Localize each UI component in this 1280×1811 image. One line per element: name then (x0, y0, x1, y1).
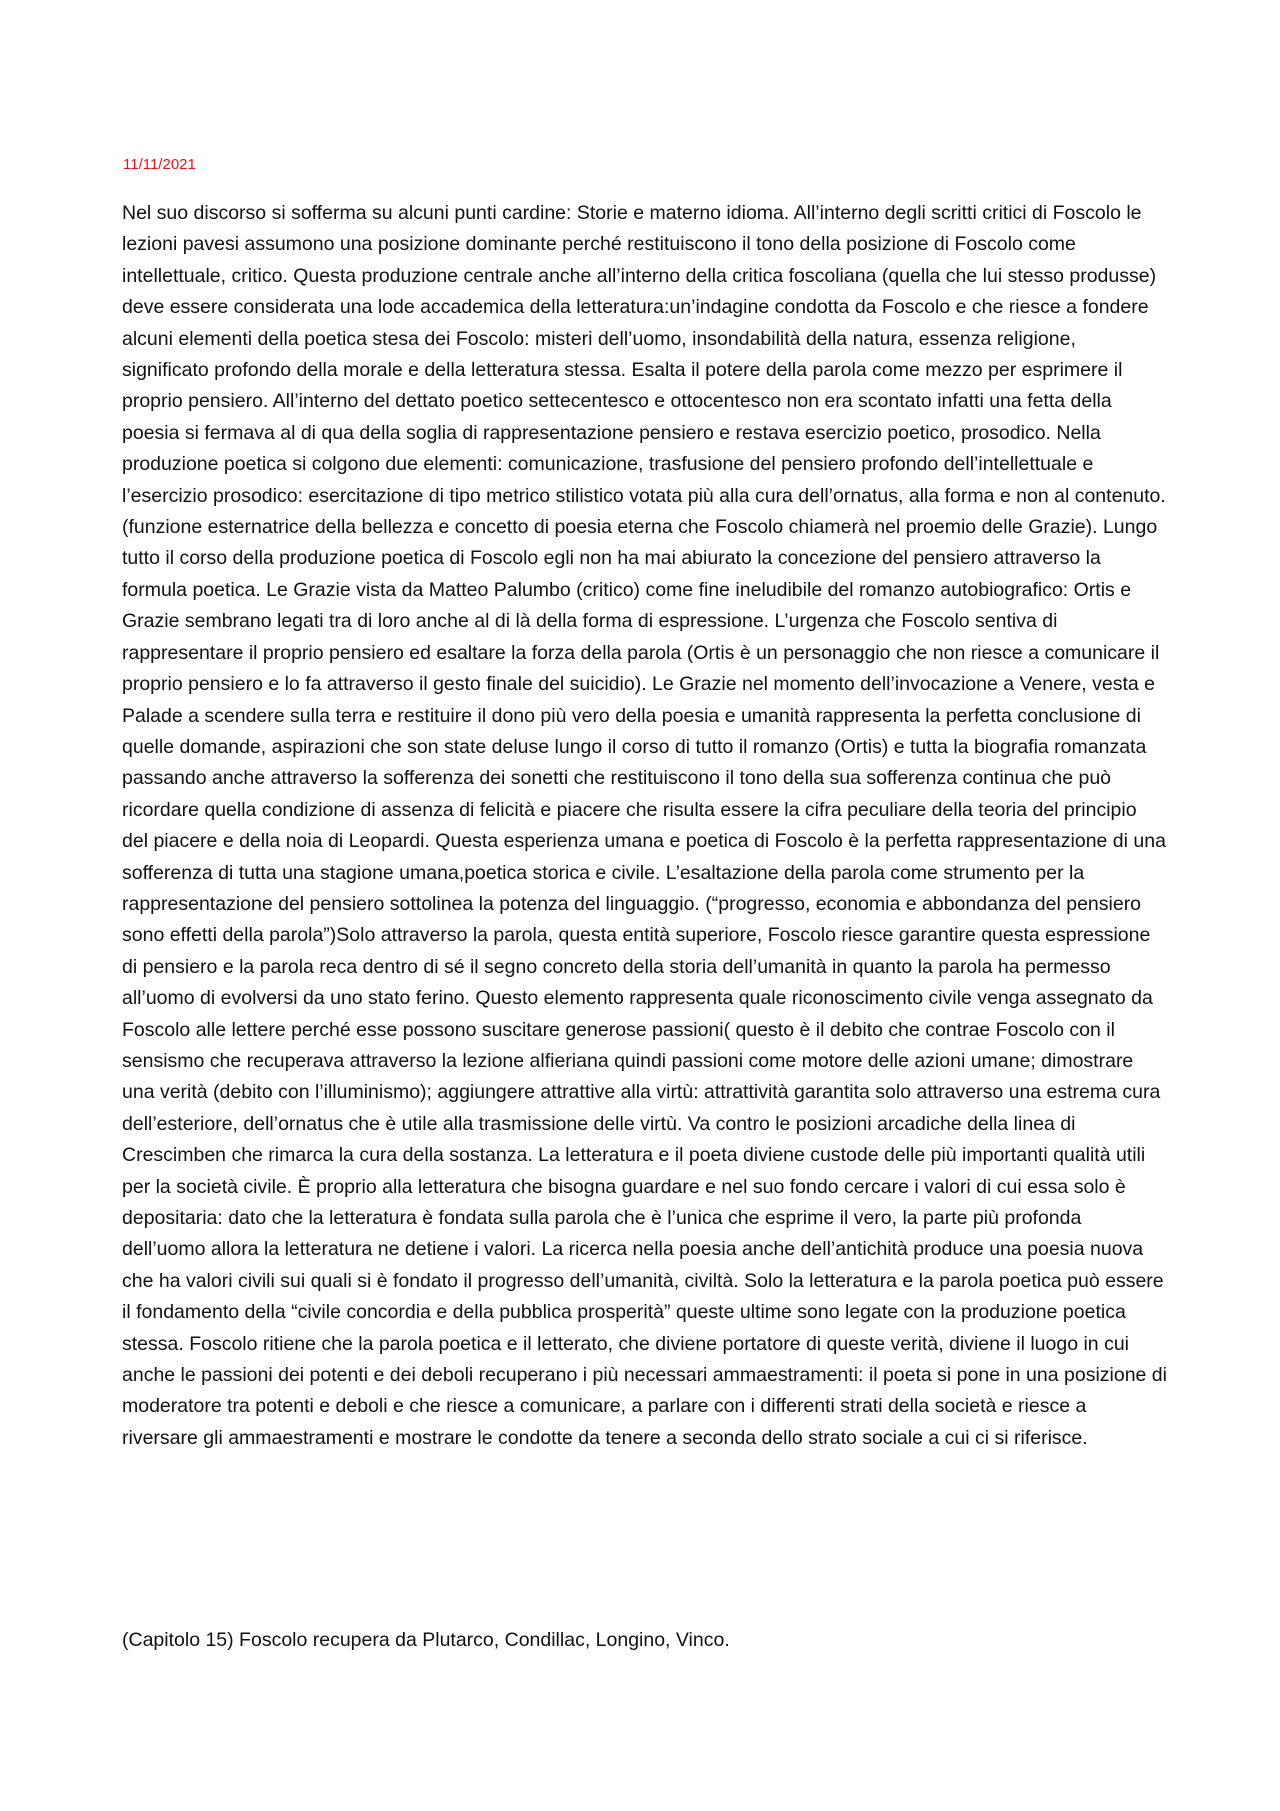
main-paragraph: Nel suo discorso si sofferma su alcuni punti cardine: Storie e materno idioma. All’interno degli scritti critici di Foscolo le lezioni pavesi assumono una posizione dominante perché restituiscono il tono della posizione di Foscolo come intellettuale, critico. Questa produzione centrale anche all’interno della critica foscoliana (quella che lui stesso produsse) deve essere considerata una lode accademica della letteratura:un’indagine condotta da Foscolo e che riesce a fondere alcuni elementi della poetica stesa dei Foscolo: misteri dell’uomo, insondabilità della natura, essenza religione, significato profondo della morale e della letteratura stessa. Esalta il potere della parola come mezzo per esprimere il proprio pensiero. All’interno del dettato poetico settecentesco e ottocentesco non era scontato infatti una fetta della poesia si fermava al di qua della soglia di rappresentazione pensiero e restava esercizio poetico, prosodico. Nella produzione poetica si colgono due elementi: comunicazione, trasfusione del pensiero profondo dell’intellettuale e l’esercizio prosodico: esercitazione di tipo metrico stilistico votata più alla cura dell’ornatus, alla forma e non al contenuto. (funzione esternatrice della bellezza e concetto di poesia eterna che Foscolo chiamerà nel proemio delle Grazie). Lungo tutto il corso della produzione poetica di Foscolo egli non ha mai abiurato la concezione del pensiero attraverso la formula poetica. Le Grazie vista da Matteo Palumbo (critico) come fine ineludibile del romanzo autobiografico: Ortis e Grazie sembrano legati tra di loro anche al di là della forma di espressione. L’urgenza che Foscolo sentiva di rappresentare il proprio pensiero ed esaltare la forza della parola (Ortis è un personaggio che non riesce a comunicare il proprio pensiero e lo fa attraverso il gesto finale del suicidio). Le Grazie nel momento dell’invocazione a Venere, vesta e Palade a scendere sulla terra e restituire il dono più vero della poesia e umanità rappresenta la perfetta conclusione di quelle domande, aspirazioni che son state deluse lungo il corso di tutto il romanzo (Ortis) e tutta la biografia romanzata passando anche attraverso la sofferenza dei sonetti che restituiscono il tono della sua sofferenza continua che può ricordare quella condizione di assenza di felicità e piacere che risulta essere la cifra peculiare della teoria del principio del piacere e della noia di Leopardi. Questa esperienza umana e poetica di Foscolo è la perfetta rappresentazione di una sofferenza di tutta una stagione umana,poetica storica e civile. L’esaltazione della parola come strumento per la rappresentazione del pensiero sottolinea la potenza del linguaggio. (“progresso, economia e abbondanza del pensiero sono effetti della parola”)Solo attraverso la parola, questa entità superiore, Foscolo riesce garantire questa espressione di pensiero e la parola reca dentro di sé il segno concreto della storia dell’umanità in quanto la parola ha permesso all’uomo di evolversi da uno stato ferino. Questo elemento rappresenta quale riconoscimento civile venga assegnato da Foscolo alle lettere perché esse possono suscitare generose passioni( questo è il debito che contrae Foscolo con il sensismo che recuperava attraverso la lezione alfieriana quindi passioni come motore delle azioni umane; dimostrare una verità (debito con l’illuminismo); aggiungere attrattive alla virtù: attrattività garantita solo attraverso una estrema cura dell’esteriore, dell’ornatus che è utile alla trasmissione delle virtù. Va contro le posizioni arcadiche della linea di Crescimben che rimarca la cura della sostanza. La letteratura e il poeta diviene custode delle più importanti qualità utili per la società civile. È proprio alla letteratura che bisogna guardare e nel suo fondo cercare i valori di cui essa solo è depositaria: dato che la letteratura è fondata sulla parola che è l’unica che esprime il vero, la parte più profonda dell’uomo allora la letteratura ne detiene i valori. La ricerca nella poesia anche dell’antichità produce una poesia nuova che ha valori civili sui quali si è fondato il progresso dell’umanità, civiltà. Solo la letteratura e la parola poetica può essere il fondamento della “civile concordia e della pubblica prosperità” queste ultime sono legate con la produzione poetica stessa. Foscolo ritiene che la parola poetica e il letterato, che diviene portatore di queste verità, diviene il luogo in cui anche le passioni dei potenti e dei deboli recuperano i più necessari ammaestramenti: il poeta si pone in una posizione di moderatore tra potenti e deboli e che riesce a comunicare, a parlare con i differenti strati della società e riesce a riversare gli ammaestramenti e mostrare le condotte da tenere a seconda dello strato sociale a cui ci si riferisce. (122, 202, 1167, 1449)
chapter-note: (Capitolo 15) Foscolo recupera da Plutarco, Condillac, Longino, Vinco. (122, 1629, 730, 1651)
lecture-date: 11/11/2021 (123, 156, 196, 173)
